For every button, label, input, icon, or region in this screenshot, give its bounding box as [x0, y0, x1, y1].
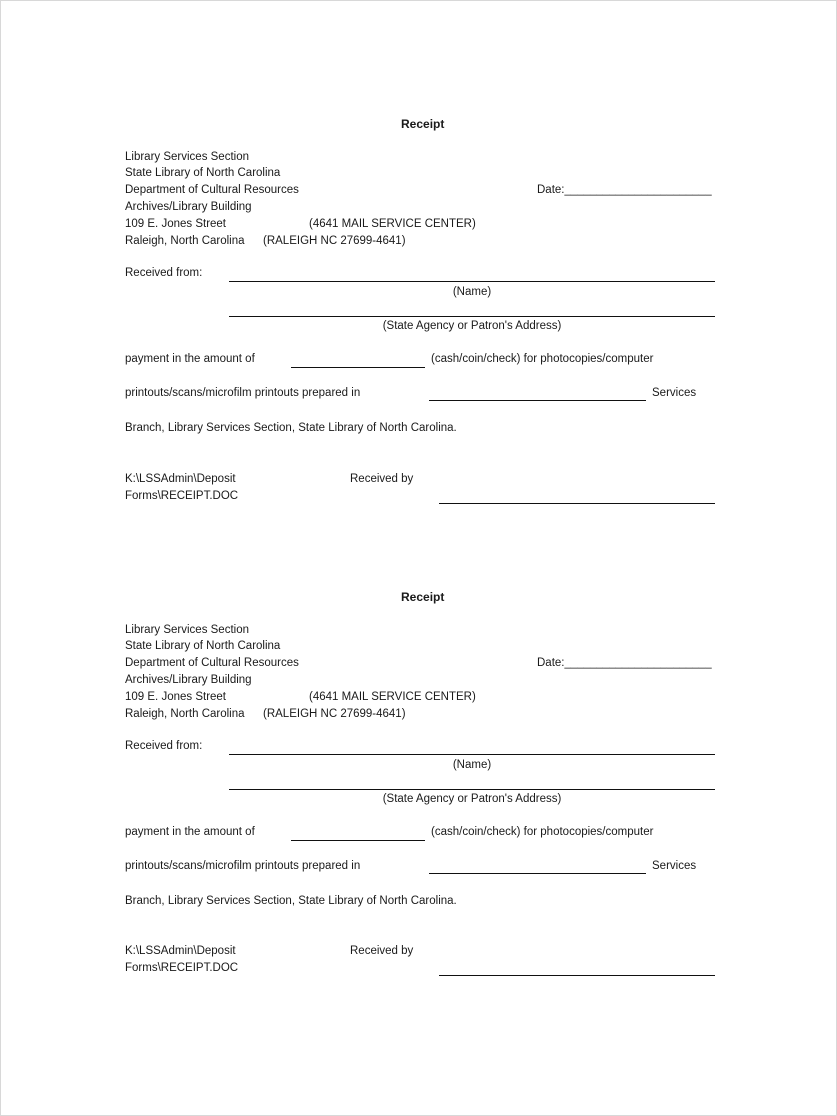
- address-line: Library Services Section: [125, 624, 249, 636]
- address-line-field[interactable]: [229, 789, 715, 790]
- received-by-line[interactable]: [439, 975, 715, 976]
- mail-service-center: (4641 MAIL SERVICE CENTER): [309, 218, 476, 230]
- file-path: Forms\RECEIPT.DOC: [125, 962, 239, 974]
- address-line: State Library of North Carolina: [125, 640, 281, 652]
- file-path: K:\LSSAdmin\Deposit: [125, 945, 236, 957]
- address-line: Department of Cultural Resources: [125, 184, 299, 196]
- date-field[interactable]: Date:_______________________: [537, 657, 712, 669]
- received-from-label: Received from:: [125, 740, 203, 752]
- received-by-label: Received by: [350, 473, 414, 485]
- printouts-label: printouts/scans/microfilm printouts prepared in: [125, 860, 361, 872]
- branch-text: Branch, Library Services Section, State Library of North Carolina.: [125, 422, 457, 434]
- received-from-label: Received from:: [125, 267, 203, 279]
- services-line[interactable]: [429, 873, 646, 874]
- address-line: Raleigh, North Carolina: [125, 708, 245, 720]
- address-line: Raleigh, North Carolina: [125, 235, 245, 247]
- address-line-field[interactable]: [229, 316, 715, 317]
- payment-suffix: (cash/coin/check) for photocopies/computer: [431, 353, 654, 365]
- name-caption: (Name): [452, 286, 492, 298]
- zip-code: (RALEIGH NC 27699-4641): [263, 235, 406, 247]
- address-line: 109 E. Jones Street: [125, 691, 227, 703]
- address-line: Library Services Section: [125, 151, 249, 163]
- branch-text: Branch, Library Services Section, State Library of North Carolina.: [125, 895, 457, 907]
- name-line[interactable]: [229, 754, 715, 755]
- address-line: Department of Cultural Resources: [125, 657, 299, 669]
- address-line: 109 E. Jones Street: [125, 218, 227, 230]
- name-line[interactable]: [229, 281, 715, 282]
- amount-line[interactable]: [291, 367, 425, 368]
- mail-service-center: (4641 MAIL SERVICE CENTER): [309, 691, 476, 703]
- services-label: Services: [652, 387, 697, 399]
- amount-line[interactable]: [291, 840, 425, 841]
- receipt-form: [1, 474, 836, 974]
- payment-suffix: (cash/coin/check) for photocopies/computer: [431, 826, 654, 838]
- receipt-title: Receipt: [401, 117, 445, 131]
- address-line: Archives/Library Building: [125, 201, 252, 213]
- payment-label: payment in the amount of: [125, 353, 255, 365]
- date-field[interactable]: Date:_______________________: [537, 184, 712, 196]
- printouts-label: printouts/scans/microfilm printouts prepared in: [125, 387, 361, 399]
- receipt-title: Receipt: [401, 590, 445, 604]
- name-caption: (Name): [452, 759, 492, 771]
- zip-code: (RALEIGH NC 27699-4641): [263, 708, 406, 720]
- receipt-form: [1, 1, 836, 502]
- address-line: Archives/Library Building: [125, 674, 252, 686]
- received-by-label: Received by: [350, 945, 414, 957]
- file-path: K:\LSSAdmin\Deposit: [125, 473, 236, 485]
- services-label: Services: [652, 860, 697, 872]
- address-line: State Library of North Carolina: [125, 167, 281, 179]
- file-path: Forms\RECEIPT.DOC: [125, 490, 239, 502]
- address-caption: (State Agency or Patron's Address): [382, 320, 562, 332]
- address-caption: (State Agency or Patron's Address): [382, 793, 562, 805]
- payment-label: payment in the amount of: [125, 826, 255, 838]
- services-line[interactable]: [429, 400, 646, 401]
